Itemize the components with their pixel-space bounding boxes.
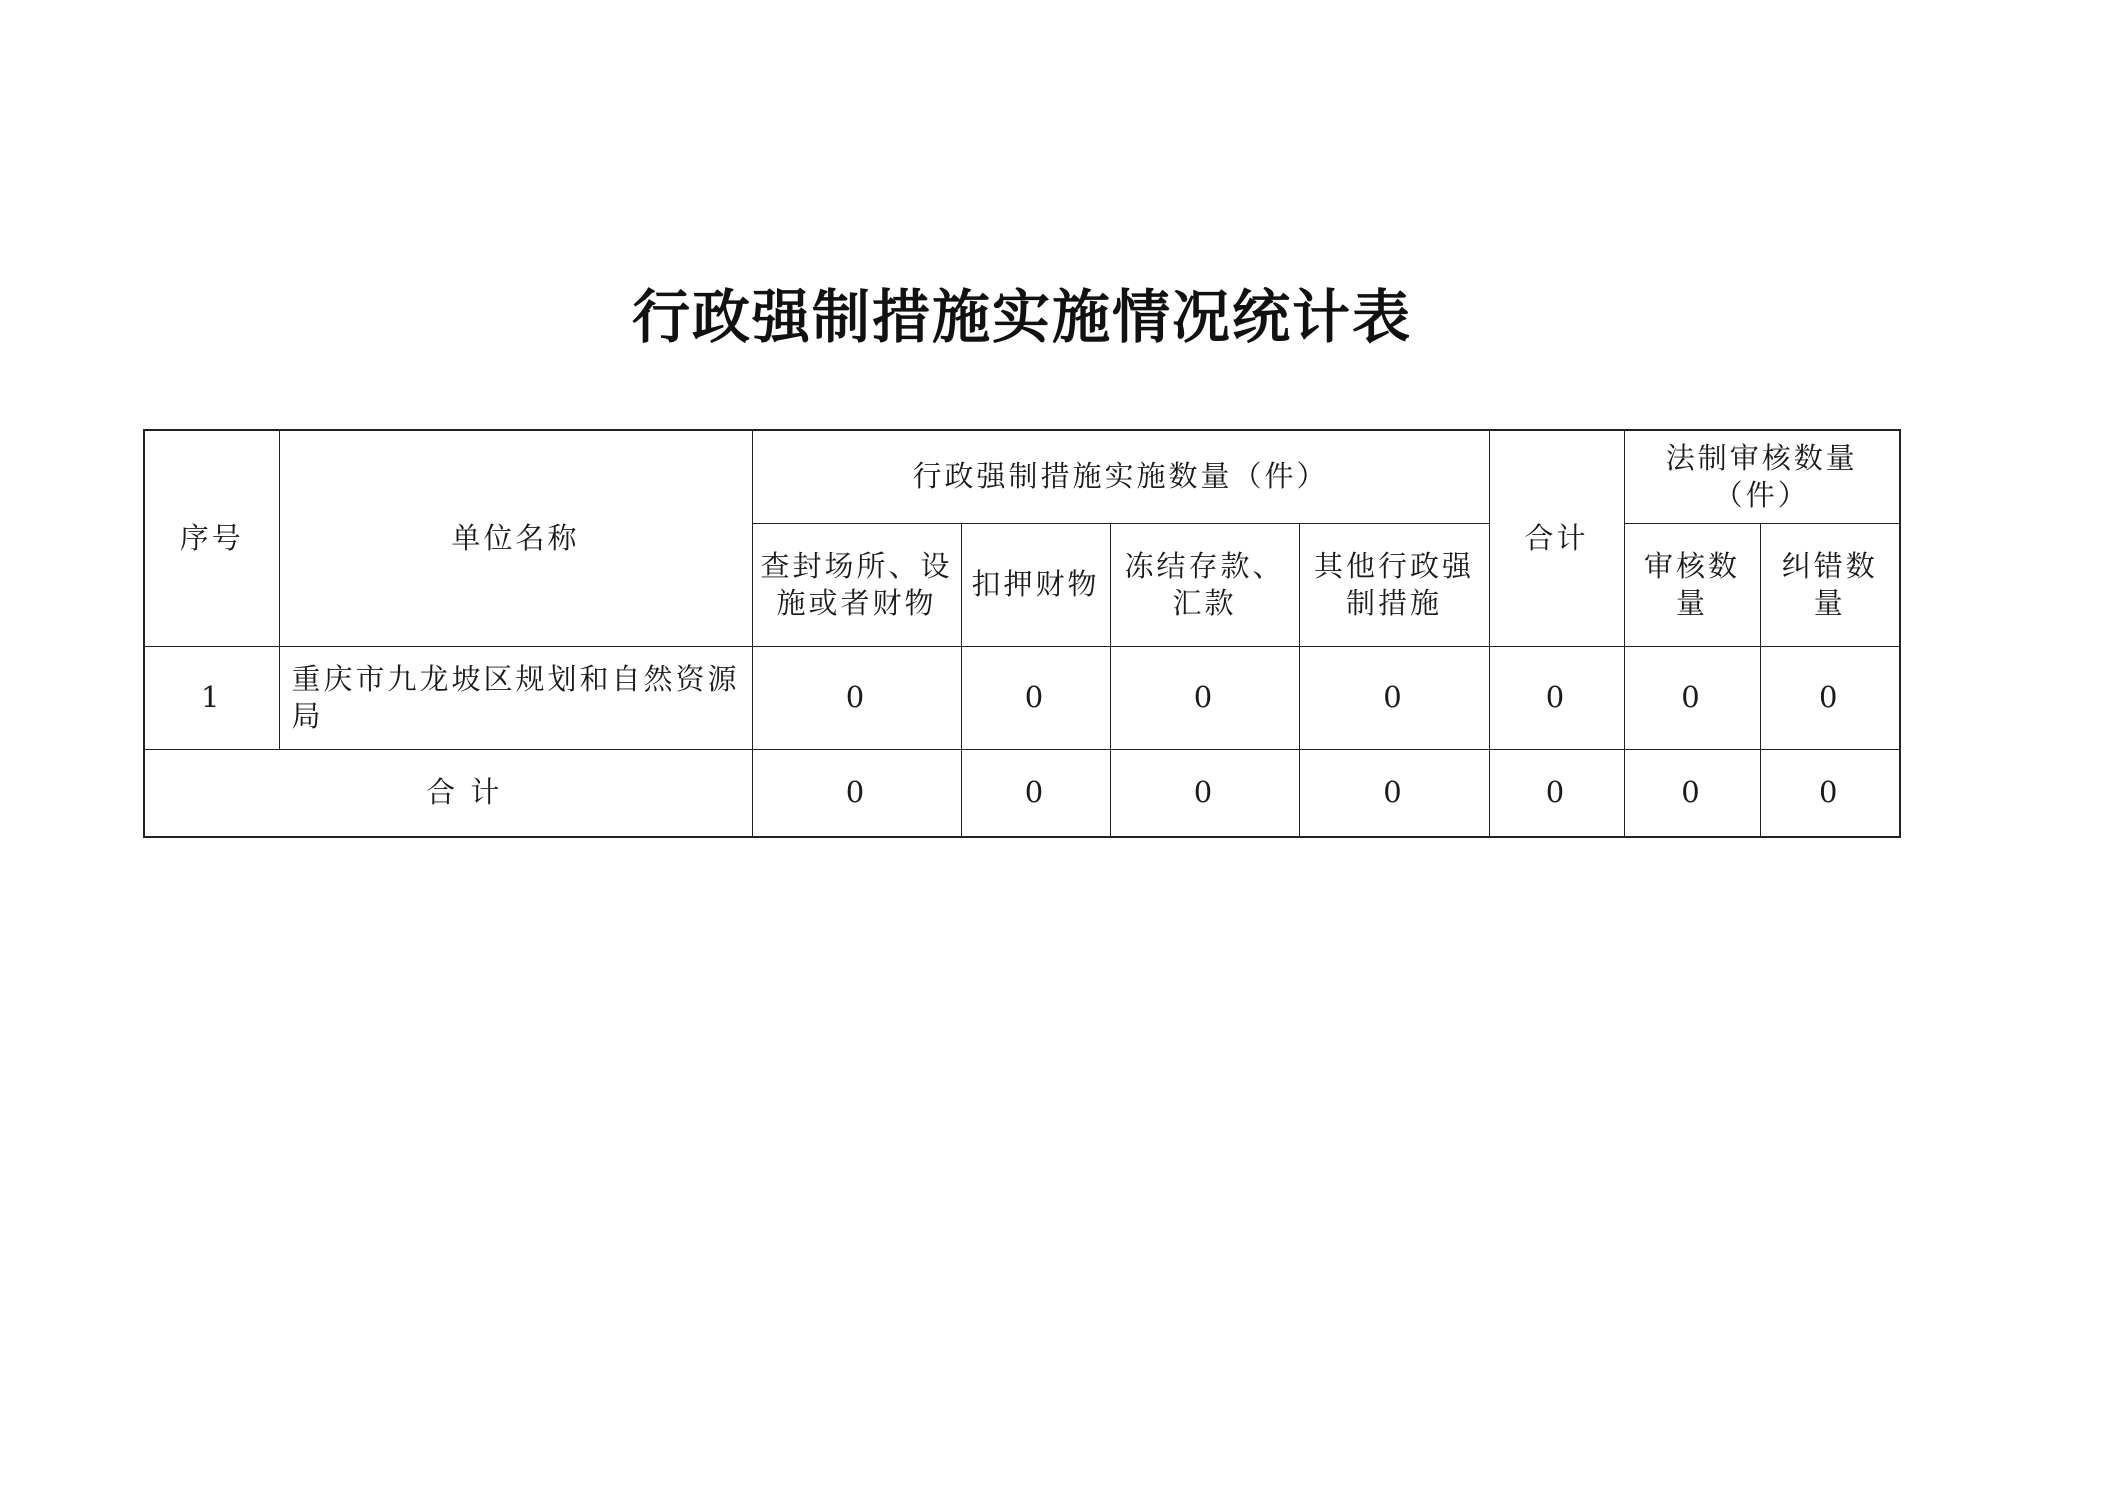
statistics-table bbox=[143, 429, 1901, 838]
header-seq: 序号 bbox=[144, 430, 279, 646]
header-measure-freeze-line1: 冻结存款、 bbox=[1124, 548, 1285, 583]
row-unit-name: 重庆市九龙坡区规划和自然资源局 bbox=[279, 646, 752, 749]
total-value-total: 0 bbox=[1489, 749, 1624, 837]
header-measure-freeze bbox=[1110, 523, 1299, 646]
total-value-freeze: 0 bbox=[1110, 749, 1299, 837]
total-value-other: 0 bbox=[1299, 749, 1489, 837]
row-value-seal: 0 bbox=[752, 646, 961, 749]
header-review-count: 审核数量 bbox=[1624, 523, 1760, 646]
header-measure-seize bbox=[961, 523, 1110, 646]
row-value-freeze: 0 bbox=[1110, 646, 1299, 749]
header-correction-count: 纠错数量 bbox=[1760, 523, 1900, 646]
row-value-total: 0 bbox=[1489, 646, 1624, 749]
document-title: 行政强制措施实施情况统计表 bbox=[631, 283, 1412, 351]
header-measure-seize-line1: 扣押财物 bbox=[971, 567, 1100, 601]
header-measure-other bbox=[1299, 523, 1489, 646]
header-review-group-line2: （件） bbox=[1713, 477, 1810, 512]
header-unit-name: 单位名称 bbox=[279, 430, 752, 646]
total-value-review: 0 bbox=[1624, 749, 1760, 837]
header-review-group bbox=[1624, 430, 1900, 523]
header-measures-group: 行政强制措施实施数量（件） bbox=[752, 430, 1489, 523]
header-total: 合计 bbox=[1489, 430, 1624, 646]
total-value-seize: 0 bbox=[961, 749, 1110, 837]
header-measure-freeze-line2: 汇款 bbox=[1172, 585, 1237, 620]
row-value-seize: 0 bbox=[961, 646, 1110, 749]
header-measure-seal bbox=[752, 523, 961, 646]
row-value-review: 0 bbox=[1624, 646, 1760, 749]
row-value-correction: 0 bbox=[1760, 646, 1900, 749]
header-measure-seal-line1: 查封场所、设 bbox=[760, 548, 953, 583]
total-row-label: 合 计 bbox=[144, 749, 752, 837]
total-value-seal: 0 bbox=[752, 749, 961, 837]
header-measure-seal-line2: 施或者财物 bbox=[776, 585, 937, 620]
total-value-correction: 0 bbox=[1760, 749, 1900, 837]
header-review-group-line1: 法制审核数量 bbox=[1665, 440, 1858, 475]
header-measure-other-line2: 制措施 bbox=[1346, 585, 1443, 620]
row-value-other: 0 bbox=[1299, 646, 1489, 749]
table-row bbox=[144, 646, 1900, 749]
header-measure-other-line1: 其他行政强 bbox=[1314, 548, 1475, 583]
total-row bbox=[144, 749, 1900, 837]
header-row-1 bbox=[144, 430, 1900, 523]
row-seq: 1 bbox=[144, 646, 279, 749]
